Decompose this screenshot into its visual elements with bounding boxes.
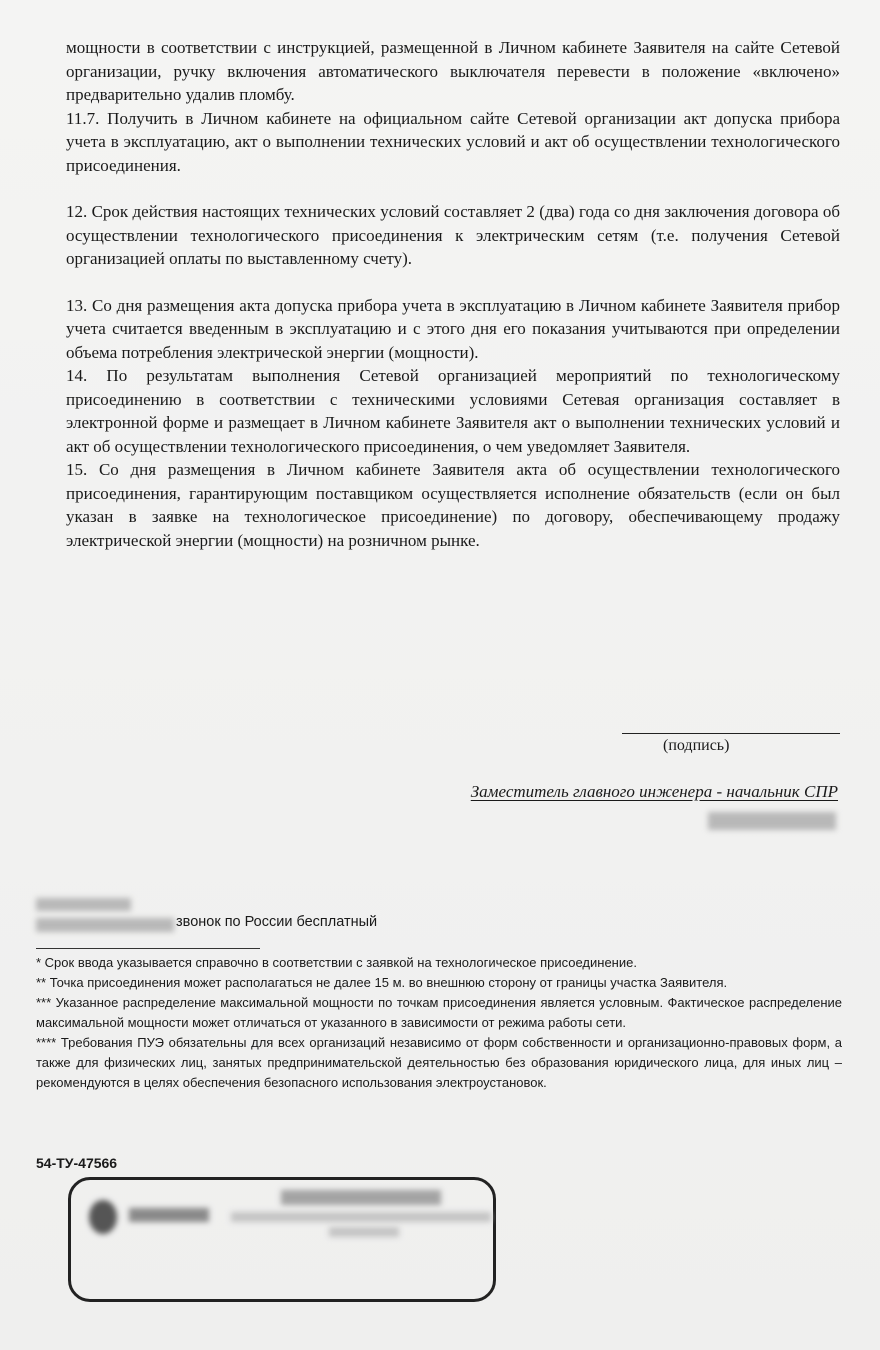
- document-code: 54-ТУ-47566: [36, 1155, 118, 1171]
- signature-caption: (подпись): [663, 737, 730, 754]
- footnote-4: **** Требования ПУЭ обязательны для всех организаций независимо от форм собственности и организационно-правовых форм, а также для физических лиц, занятых предпринимательской деятельностью без образования юридического лица, для иных лиц – рекомендуются в целях обеспечения безопасного использования электроустановок.: [36, 1035, 842, 1090]
- stamp-box: [68, 1177, 496, 1302]
- paragraph-15: 15. Со дня размещения в Личном кабинете Заявителя акта об осуществлении технологического присоединения, гарантирующим поставщиком осуществляется исполнение обязательств (если он был указан в заявке на технологическое присоединение) по договору, обеспечивающему продажу электрической энергии (мощности) на розничном рынке.: [66, 460, 840, 550]
- document-body: [66, 36, 840, 552]
- signer-title: Заместитель главного инженера - начальник СПР: [470, 782, 838, 801]
- contact-phone-note: звонок по России бесплатный: [176, 914, 378, 930]
- paragraph-14: 14. По результатам выполнения Сетевой организацией мероприятий по технологическому присоединению в соответствии с техническими условиями Сетевая организация составляет в электронной форме и размещает в Личном кабинете Заявителя акт о выполнении технических условий и акт об осуществлении технологического присоединения, о чем уведомляет Заявителя.: [66, 366, 840, 456]
- stamp-logo-redacted: [89, 1200, 117, 1234]
- footnotes: [36, 953, 842, 1093]
- footnote-divider: [36, 948, 260, 949]
- footnote-2: ** Точка присоединения может располагаться не далее 15 м. во внешнюю сторону от границы участка Заявителя.: [36, 975, 728, 990]
- paragraph-meter-switch: мощности в соответствии с инструкцией, размещенной в Личном кабинете Заявителя на сайте Сетевой организации, ручку включения автоматического выключателя перевести в положение «включено» предварительно удалив пломбу.: [66, 38, 840, 104]
- contact-name-redacted: [36, 898, 131, 911]
- signer-name-redacted: [708, 812, 836, 830]
- footnote-1: * Срок ввода указывается справочно в соответствии с заявкой на технологическое присоединение.: [36, 955, 637, 970]
- stamp-text-redacted: [231, 1212, 491, 1222]
- signature-line: [622, 733, 840, 734]
- contact-phone-redacted: [36, 918, 174, 932]
- paragraph-13: 13. Со дня размещения акта допуска прибора учета в эксплуатацию в Личном кабинете Заявителя прибор учета считается введенным в эксплуатацию и с этого дня его показания учитываются при определении объема потребления электрической энергии (мощности).: [66, 295, 840, 362]
- paragraph-12: 12. Срок действия настоящих технических условий составляет 2 (два) года со дня заключения договора об осуществлении технологического присоединения к электрическим сетям (т.е. получения Сетевой организацией оплаты по выставленному счету).: [66, 202, 840, 268]
- stamp-text-redacted: [329, 1227, 399, 1237]
- stamp-text-redacted: [129, 1208, 209, 1222]
- paragraph-11-7: 11.7. Получить в Личном кабинете на официальном сайте Сетевой организации акт допуска прибора учета в эксплуатацию, акт о выполнении технических условий и акт об осуществлении технологического присоединения.: [66, 108, 840, 175]
- footnote-3: *** Указанное распределение максимальной мощности по точкам присоединения является условным. Фактическое распределение максимальной мощности может отличаться от указанного в зависимости от режима работы сети.: [36, 995, 842, 1030]
- stamp-text-redacted: [281, 1190, 441, 1205]
